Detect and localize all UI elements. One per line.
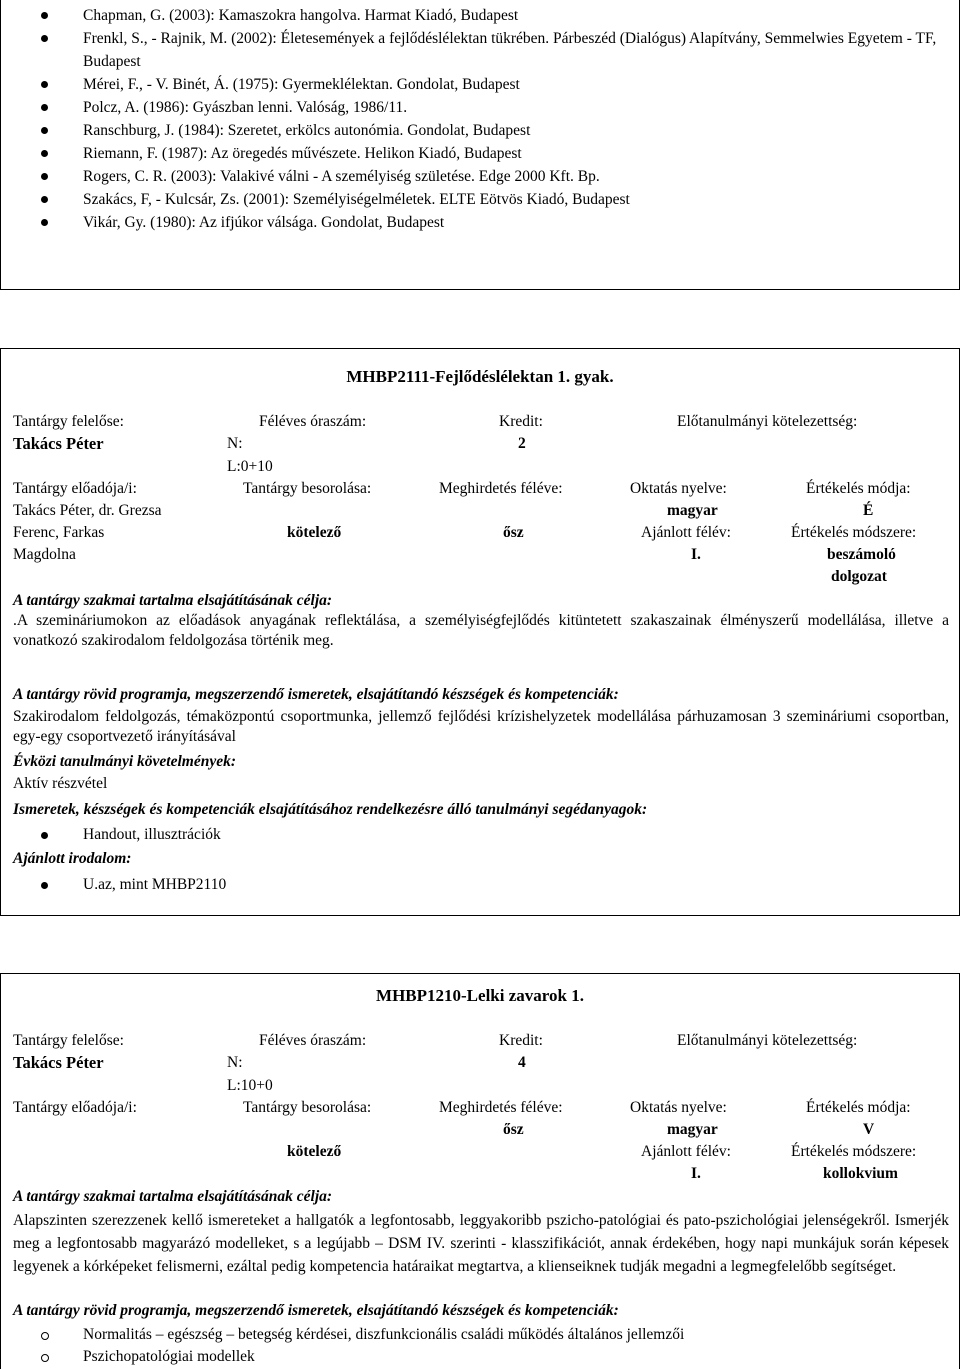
program-text: Szakirodalom feldolgozás, témaközpontú csoportmunka, jellemző fejlődési krízishelyzetek modellálása párhuzamosan 3 szemináriumi csoportban, egy-egy csoportvezető irányításával xyxy=(13,708,949,745)
besorolas-value: kötelező xyxy=(287,524,342,541)
eloado-line: Takács Péter, dr. Grezsa xyxy=(13,502,162,519)
eloado-label: Tantárgy előadója/i: xyxy=(13,480,137,497)
reference-item: Riemann, F. (1987): Az öregedés művészete. Helikon Kiadó, Budapest xyxy=(41,142,943,165)
kredit-label: Kredit: xyxy=(499,413,543,430)
besorolas-label: Tantárgy besorolása: xyxy=(243,1099,372,1116)
ert-modszer-value: dolgozat xyxy=(831,568,887,585)
kredit-label: Kredit: xyxy=(499,1032,543,1049)
felelos-label: Tantárgy felelőse: xyxy=(13,1032,124,1049)
course-title: MHBP1210-Lelki zavarok 1. xyxy=(376,986,584,1005)
ajanlott-label: Ajánlott félév: xyxy=(641,1143,731,1160)
reference-item: Mérei, F., - V. Binét, Á. (1975): Gyermeklélektan. Gondolat, Budapest xyxy=(41,73,943,96)
ajanlott-label: Ajánlott félév: xyxy=(641,524,731,541)
nyelv-label: Oktatás nyelve: xyxy=(630,480,727,497)
list-item: U.az, mint MHBP2110 xyxy=(41,874,226,896)
reference-item: Vikár, Gy. (1980): Az ifjúkor válsága. Gondolat, Budapest xyxy=(41,211,943,234)
meghird-label: Meghirdetés féléve: xyxy=(439,480,563,497)
list-item: Normalitás – egészség – betegség kérdései, diszfunkcionális családi működés általános jellemzői xyxy=(41,1324,684,1346)
bullet-icon xyxy=(41,882,48,889)
ert-modszer-label: Értékelés módszere: xyxy=(791,524,917,541)
reference-item: Polcz, A. (1986): Gyászban lenni. Valóság, 1986/11. xyxy=(41,96,943,119)
bullet-icon xyxy=(41,127,48,134)
meghird-value: ősz xyxy=(503,1121,524,1138)
eloado-line: Ferenc, Farkas xyxy=(13,524,105,541)
bullet-icon xyxy=(41,81,48,88)
ajanlott-value: I. xyxy=(691,546,701,563)
evkozi-heading: Évközi tanulmányi követelmények: xyxy=(13,753,237,770)
reference-item: Ranschburg, J. (1984): Szeretet, erkölcs autonómia. Gondolat, Budapest xyxy=(41,119,943,142)
bullet-icon xyxy=(41,104,48,111)
bullet-icon xyxy=(41,35,48,42)
bullet-icon xyxy=(41,219,48,226)
reference-item: Szakács, F, - Kulcsár, Zs. (2001): Személyiségelméletek. ELTE Eötvös Kiadó, Budapest xyxy=(41,188,943,211)
kredit-value: 2 xyxy=(518,435,526,452)
irodalom-heading: Ajánlott irodalom: xyxy=(13,850,132,867)
cel-heading: A tantárgy szakmai tartalma elsajátításának célja: xyxy=(13,1188,333,1205)
program-heading: A tantárgy rövid programja, megszerzendő ismeretek, elsajátítandó készségek és kompetenciák: xyxy=(13,686,619,703)
course-box-2 xyxy=(0,973,960,1369)
program-list xyxy=(41,1324,684,1368)
bullet-icon xyxy=(41,12,48,19)
cel-text: .A szemináriumokon az előadások anyagának reflektálása, a személyiségfejlődés kitüntetett szakaszainak élményszerű modellálása, illetve a vonatkozó szakirodalom feldolgozása történik meg. xyxy=(13,612,949,649)
list-item: Handout, illusztrációk xyxy=(41,824,221,846)
list-item: Pszichopatológiai modellek xyxy=(41,1346,684,1368)
reference-item: Rogers, C. R. (2003): Valakivé válni - A személyiség születése. Edge 2000 Kft. Bp. xyxy=(41,165,943,188)
felelos-value: Takács Péter xyxy=(13,1053,104,1072)
besorolas-label: Tantárgy besorolása: xyxy=(243,480,372,497)
eloado-label: Tantárgy előadója/i: xyxy=(13,1099,137,1116)
evkozi-text: Aktív részvétel xyxy=(13,775,108,792)
elotan-label: Előtanulmányi kötelezettség: xyxy=(677,413,858,430)
ert-modszer-value: beszámoló xyxy=(827,546,896,563)
bullet-icon xyxy=(41,832,48,839)
ert-modszer-label: Értékelés módszere: xyxy=(791,1143,917,1160)
kredit-value: 4 xyxy=(518,1054,526,1071)
bullet-icon xyxy=(41,173,48,180)
bullet-icon xyxy=(41,150,48,157)
program-heading: A tantárgy rövid programja, megszerzendő ismeretek, elsajátítandó készségek és kompetenciák: xyxy=(13,1302,619,1319)
ert-mod-value: É xyxy=(863,502,874,519)
cel-heading: A tantárgy szakmai tartalma elsajátításának célja: xyxy=(13,592,333,609)
nyelv-value: magyar xyxy=(667,1121,718,1138)
n-label: N: xyxy=(227,1054,243,1071)
besorolas-value: kötelező xyxy=(287,1143,342,1160)
circle-bullet-icon xyxy=(41,1332,49,1340)
felelos-label: Tantárgy felelőse: xyxy=(13,413,124,430)
bullet-icon xyxy=(41,196,48,203)
irodalom-list xyxy=(41,874,226,896)
references-box xyxy=(0,0,960,290)
l-value: L:10+0 xyxy=(227,1077,273,1094)
ert-mod-label: Értékelés módja: xyxy=(806,1099,911,1116)
oraszam-label: Féléves óraszám: xyxy=(259,1032,367,1049)
n-label: N: xyxy=(227,435,243,452)
meghird-label: Meghirdetés féléve: xyxy=(439,1099,563,1116)
ert-mod-value: V xyxy=(863,1121,875,1138)
segedanyag-list xyxy=(41,824,221,846)
circle-bullet-icon xyxy=(41,1354,49,1362)
oraszam-label: Féléves óraszám: xyxy=(259,413,367,430)
nyelv-label: Oktatás nyelve: xyxy=(630,1099,727,1116)
nyelv-value: magyar xyxy=(667,502,718,519)
cel-text: Alapszinten szerezzenek kellő ismereteket a hallgatók a legfontosabb, leggyakoribb pszicho-patológiai és pato-pszichológiai jelenségekről. Ismerjék meg a legfontosabb magyarázó modelleket, s a legújabb – DSM IV. szerinti - klasszifikációt, annak érdekében, hogy napi munkájuk során képesek legyenek a kórképeket felismerni, ezáltal pedig kompetencia határaikat megtartva, a klienseiknek tudják megadni a legmegfelelőbb segítséget. xyxy=(13,1212,949,1275)
course-title: MHBP2111-Fejlődéslélektan 1. gyak. xyxy=(346,367,614,386)
course-box-1 xyxy=(0,348,960,916)
ert-mod-label: Értékelés módja: xyxy=(806,480,911,497)
reference-item: Chapman, G. (2003): Kamaszokra hangolva. Harmat Kiadó, Budapest xyxy=(41,4,943,27)
meghird-value: ősz xyxy=(503,524,524,541)
reference-list xyxy=(41,4,943,234)
reference-item: Frenkl, S., - Rajnik, M. (2002): Életesemények a fejlődéslélektan tükrében. Párbeszéd (Dialógus) Alapítvány, Semmelwies Egyetem - TF, Budapest xyxy=(41,27,943,73)
ert-modszer-value: kollokvium xyxy=(823,1165,898,1182)
segedanyag-heading: Ismeretek, készségek és kompetenciák elsajátításához rendelkezésre álló tanulmányi segédanyagok: xyxy=(13,801,648,818)
ajanlott-value: I. xyxy=(691,1165,701,1182)
l-value: L:0+10 xyxy=(227,458,273,475)
felelos-value: Takács Péter xyxy=(13,434,104,453)
elotan-label: Előtanulmányi kötelezettség: xyxy=(677,1032,858,1049)
eloado-line: Magdolna xyxy=(13,546,76,563)
